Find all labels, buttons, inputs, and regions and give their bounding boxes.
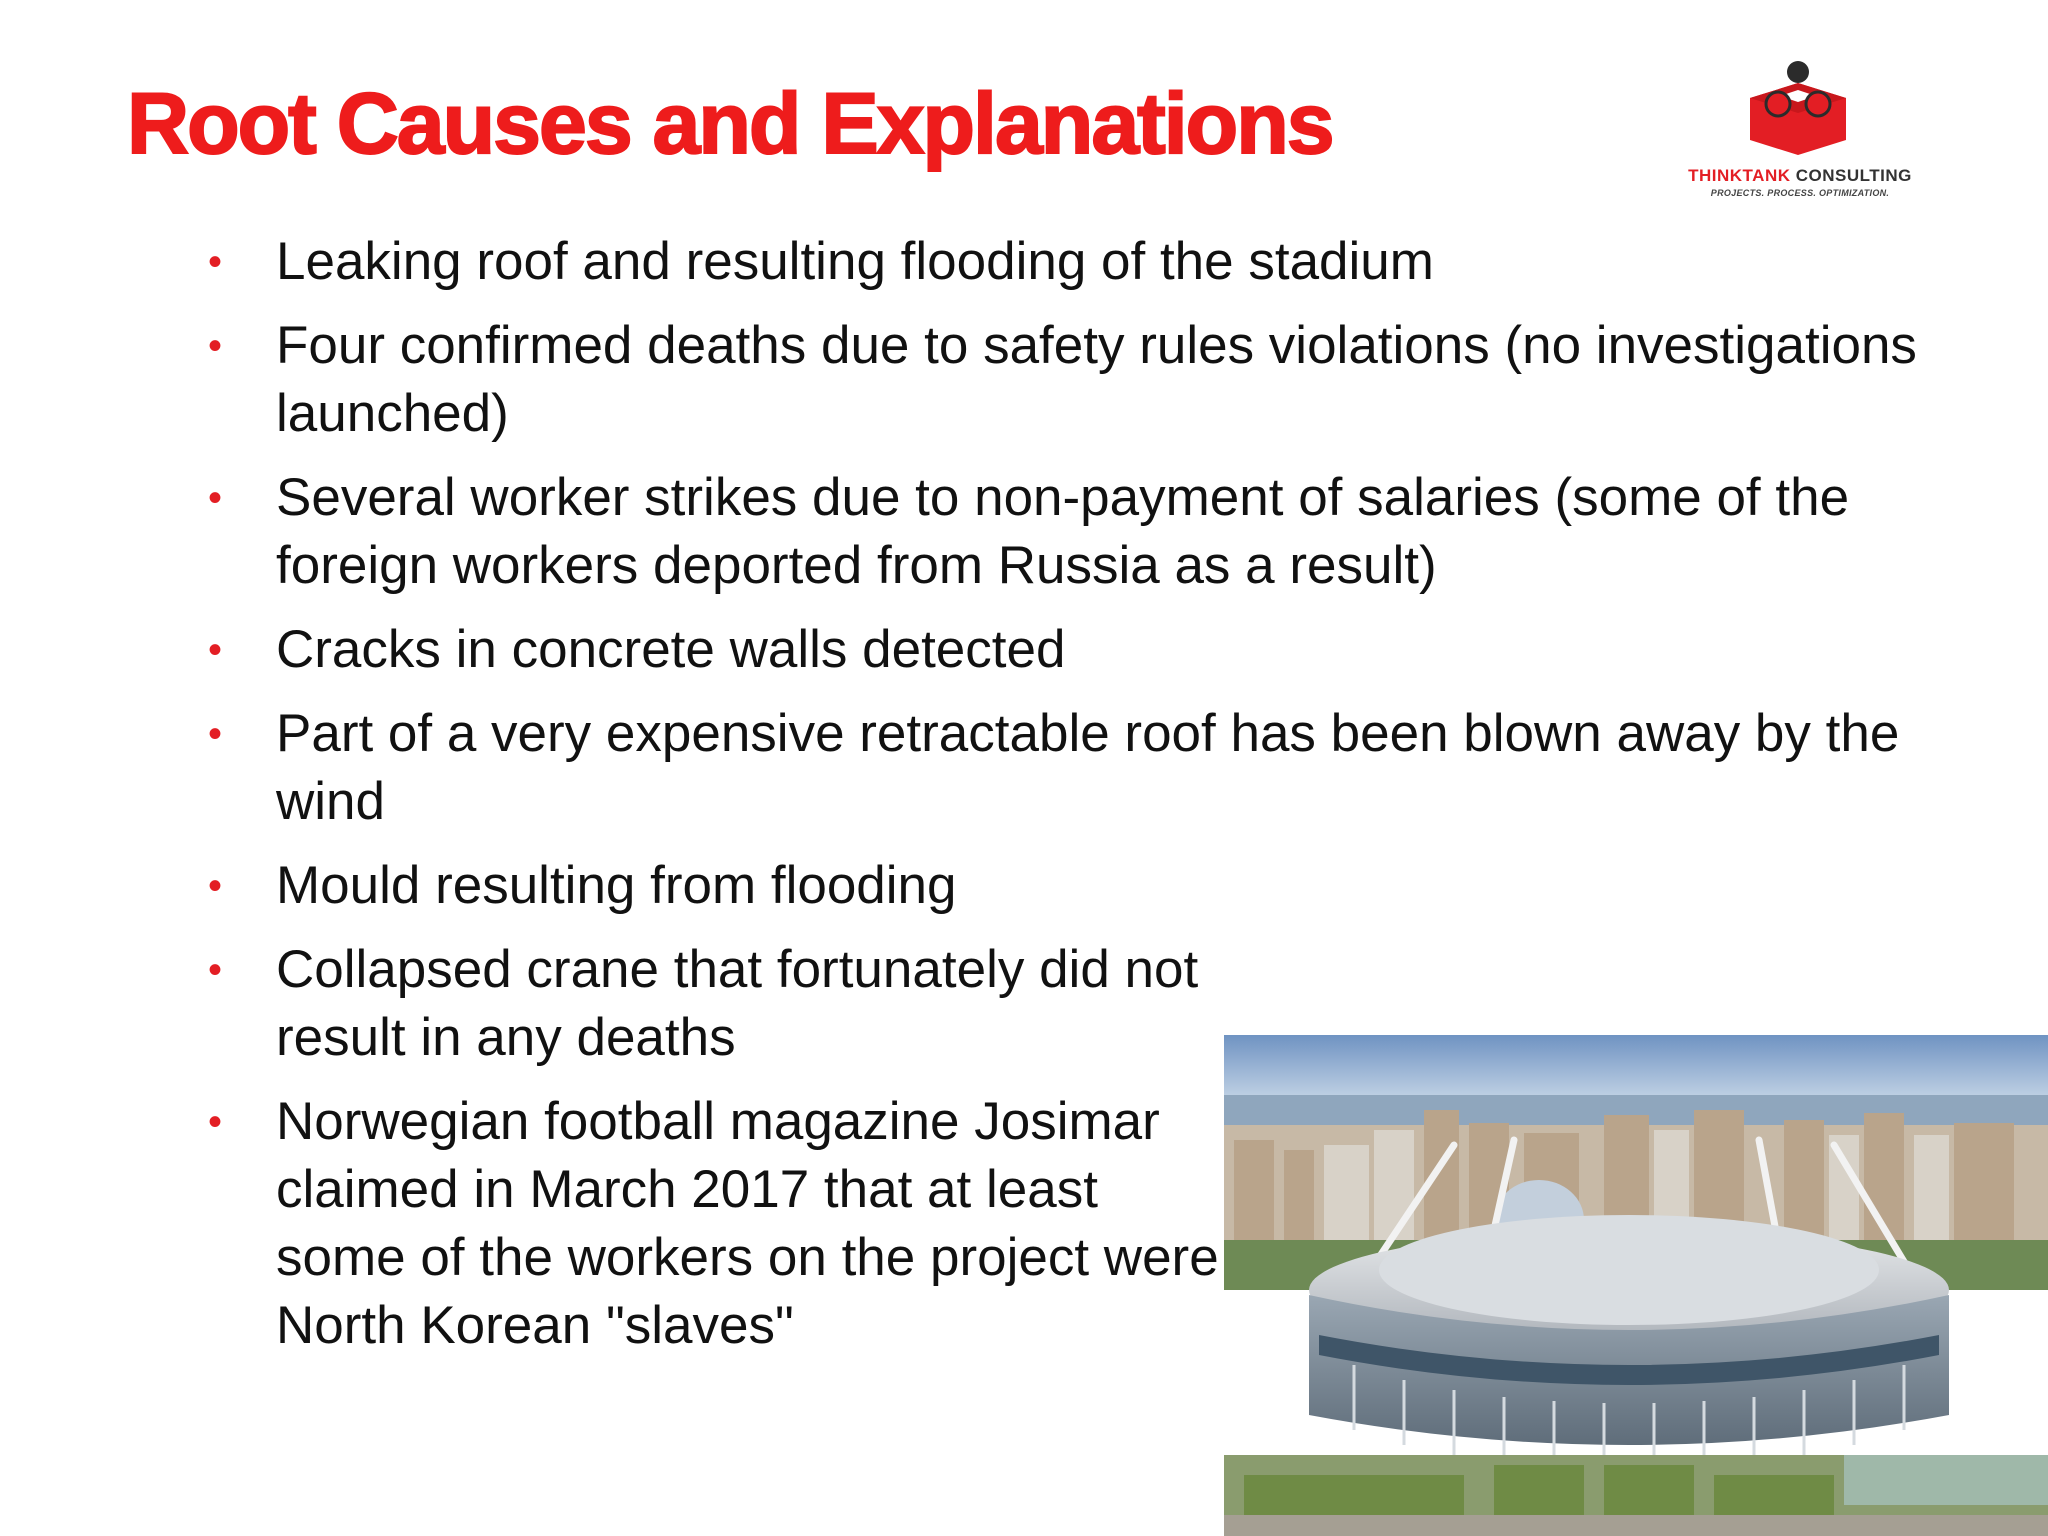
- stadium-photo: [1224, 1035, 2048, 1536]
- bullet-item: • Norwegian football magazine Josimar claimed in March 2017 that at least some of the workers on the project were North Korean "slaves": [208, 1088, 1236, 1360]
- bullet-item: • Part of a very expensive retractable roof has been blown away by the wind: [208, 700, 1976, 836]
- bullet-dot-icon: •: [208, 1100, 223, 1144]
- bullet-item: • Four confirmed deaths due to safety rules violations (no investigations launched): [208, 312, 1976, 448]
- bullet-item: • Several worker strikes due to non-payment of salaries (some of the foreign workers deported from Russia as a result): [208, 464, 1976, 600]
- bullet-dot-icon: •: [208, 240, 223, 284]
- bullet-item: • Mould resulting from flooding: [208, 852, 1976, 920]
- thinktank-logo: [1660, 58, 1940, 208]
- slide-title: Root Causes and Explanations: [127, 76, 1333, 172]
- bullet-dot-icon: •: [208, 864, 223, 908]
- bullet-dot-icon: •: [208, 948, 223, 992]
- logo-mark-icon: [1730, 58, 1870, 158]
- logo-tagline: PROJECTS. PROCESS. OPTIMIZATION.: [1710, 188, 1890, 198]
- bullet-item: • Leaking roof and resulting flooding of the stadium: [208, 228, 1976, 296]
- bullet-dot-icon: •: [208, 324, 223, 368]
- bullet-item: • Cracks in concrete walls detected: [208, 616, 1976, 684]
- stadium-illustration: [1224, 1035, 2048, 1536]
- bullet-item: • Collapsed crane that fortunately did not result in any deaths: [208, 936, 1236, 1072]
- bullet-dot-icon: •: [208, 712, 223, 756]
- bullet-dot-icon: •: [208, 476, 223, 520]
- bullet-dot-icon: •: [208, 628, 223, 672]
- logo-wordmark: THINKTANK CONSULTING: [1688, 166, 1912, 185]
